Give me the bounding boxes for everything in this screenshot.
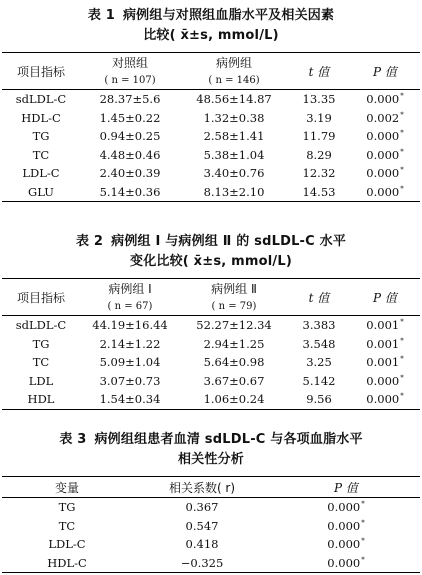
table-3-cell-r: 0.547 [185,518,219,533]
table-1-header-t: t 值 [288,53,350,90]
table-2-cell-g2: 1.06±0.24 [203,392,265,407]
table-2-subtitle: 变化比较( x̄±s, mmol/L) [130,254,292,269]
table-2-header-group2-n: ( n = 79) [180,297,288,316]
table-3-cell-name: TC [58,518,76,533]
table-1-header-control-n: ( n = 107) [80,71,180,90]
table-3-cell-name: HDL-C [47,555,87,570]
table-3-row [2,554,420,573]
table-3-cell-r: −0.325 [180,555,224,570]
table-1-title: 病例组与对照组血脂水平及相关因素 [122,8,335,23]
table-2-cell-g2: 2.94±1.25 [203,336,265,351]
table-1-grid [2,52,420,202]
table-1-cell-control: 28.37±5.6 [99,92,161,107]
table-2-cell-t: 3.548 [302,336,336,351]
table-3-row [2,535,420,554]
table-1-header-item: 项目指标 [2,53,80,90]
table-2 [0,232,422,410]
table-1-cell-case: 8.13±2.10 [203,184,265,199]
table-2-header-group1: 病例组 Ⅰ [108,281,152,296]
table-3-body [2,498,420,573]
table-1-cell-control: 1.45±0.22 [99,110,161,125]
table-2-row [2,390,420,409]
table-2-cell-p: 0.000* [366,373,404,388]
table-1-cell-t: 14.53 [302,184,336,199]
table-1-caption [0,6,422,46]
table-2-row [2,335,420,354]
table-1-cell-p: 0.000* [366,166,404,181]
table-1-cell-control: 4.48±0.46 [99,147,161,162]
table-2-cell-g1: 44.19±16.44 [92,318,168,333]
table-1-header-case-n: ( n = 146) [180,71,288,90]
table-2-cell-g1: 5.09±1.04 [99,355,161,370]
table-3-number: 表 3 [59,432,87,447]
table-1-cell-name: LDL-C [22,166,60,181]
table-3-cell-name: LDL-C [48,537,86,552]
table-2-cell-t: 3.383 [302,318,336,333]
table-1-row [2,164,420,183]
table-1-row [2,183,420,202]
table-2-header-t: t 值 [288,279,350,316]
table-2-cell-p: 0.000* [366,392,404,407]
table-1-header-case: 病例组 [215,55,252,70]
table-3 [0,430,422,573]
table-2-cell-name: TC [32,355,50,370]
table-1-header-p: P 值 [350,53,420,90]
table-3-cell-p: 0.000* [327,500,365,515]
table-1-cell-case: 5.38±1.04 [203,147,265,162]
table-1-row [2,109,420,128]
table-1 [0,6,422,202]
table-1-cell-name: GLU [28,184,54,199]
table-1-cell-t: 8.29 [306,147,332,162]
table-3-cell-r: 0.418 [185,537,219,552]
table-2-cell-p: 0.001* [366,336,404,351]
table-1-cell-t: 13.35 [302,92,336,107]
table-1-cell-control: 5.14±0.36 [99,184,161,199]
table-1-number: 表 1 [87,8,115,23]
table-2-header-group1-n: ( n = 67) [80,297,180,316]
table-3-row [2,517,420,536]
table-1-cell-p: 0.000* [366,147,404,162]
table-2-body [2,316,420,410]
table-2-row [2,316,420,335]
table-3-cell-r: 0.367 [185,500,219,515]
table-2-cell-name: sdLDL-C [15,318,67,333]
table-2-cell-name: LDL [28,373,54,388]
table-3-grid [2,476,420,573]
table-1-cell-name: sdLDL-C [15,92,67,107]
table-3-cell-p: 0.000* [327,537,365,552]
table-2-cell-g2: 52.27±12.34 [196,318,272,333]
table-2-number: 表 2 [75,234,104,249]
table-2-row [2,353,420,372]
table-1-subtitle: 比较( x̄±s, mmol/L) [143,28,279,43]
table-1-cell-t: 11.79 [302,129,336,144]
table-3-title: 病例组组患者血清 sdLDL-C 与各项血脂水平 [94,432,363,447]
table-1-cell-name: TC [32,147,50,162]
table-3-cell-p: 0.000* [327,518,365,533]
table-1-cell-case: 1.32±0.38 [203,110,265,125]
table-3-header-variable: 变量 [2,477,132,498]
table-1-cell-control: 0.94±0.25 [99,129,161,144]
table-2-cell-t: 3.25 [306,355,332,370]
table-3-header-p: P 值 [272,477,420,498]
table-2-cell-g1: 1.54±0.34 [99,392,161,407]
table-2-title: 病例组 Ⅰ 与病例组 Ⅱ 的 sdLDL-C 水平 [111,234,347,249]
table-1-cell-case: 2.58±1.41 [203,129,265,144]
table-1-cell-control: 2.40±0.39 [99,166,161,181]
table-3-header-r: 相关系数( r) [132,477,272,498]
table-3-cell-p: 0.000* [327,555,365,570]
table-3-caption [0,430,422,470]
table-1-cell-case: 48.56±14.87 [196,92,272,107]
table-3-subtitle: 相关性分析 [177,452,244,467]
table-1-cell-name: TG [32,129,50,144]
table-2-cell-g2: 3.67±0.67 [203,373,265,388]
table-1-header-control: 对照组 [111,55,148,70]
table-2-header-item: 项目指标 [2,279,80,316]
table-1-cell-p: 0.002* [366,110,404,125]
table-1-cell-t: 3.19 [306,110,332,125]
table-1-cell-p: 0.000* [366,129,404,144]
table-1-cell-t: 12.32 [302,166,336,181]
table-2-grid [2,278,420,410]
table-1-row [2,146,420,165]
table-2-header-group2: 病例组 Ⅱ [211,281,257,296]
table-2-cell-p: 0.001* [366,318,404,333]
table-1-cell-p: 0.000* [366,184,404,199]
table-1-cell-name: HDL-C [21,110,61,125]
table-2-cell-name: TG [32,336,50,351]
table-2-cell-t: 9.56 [306,392,332,407]
table-2-cell-g1: 3.07±0.73 [99,373,161,388]
table-2-row [2,372,420,391]
table-2-cell-name: HDL [27,392,55,407]
table-1-row [2,127,420,146]
table-2-cell-t: 5.142 [302,373,336,388]
table-1-cell-case: 3.40±0.76 [203,166,265,181]
table-2-caption [0,232,422,272]
table-3-row [2,498,420,517]
table-2-cell-g1: 2.14±1.22 [99,336,161,351]
table-3-cell-name: TG [58,500,76,515]
table-1-cell-p: 0.000* [366,92,404,107]
table-2-header-p: P 值 [350,279,420,316]
table-2-cell-p: 0.001* [366,355,404,370]
table-1-body [2,90,420,202]
table-2-cell-g2: 5.64±0.98 [203,355,265,370]
table-1-row [2,90,420,109]
